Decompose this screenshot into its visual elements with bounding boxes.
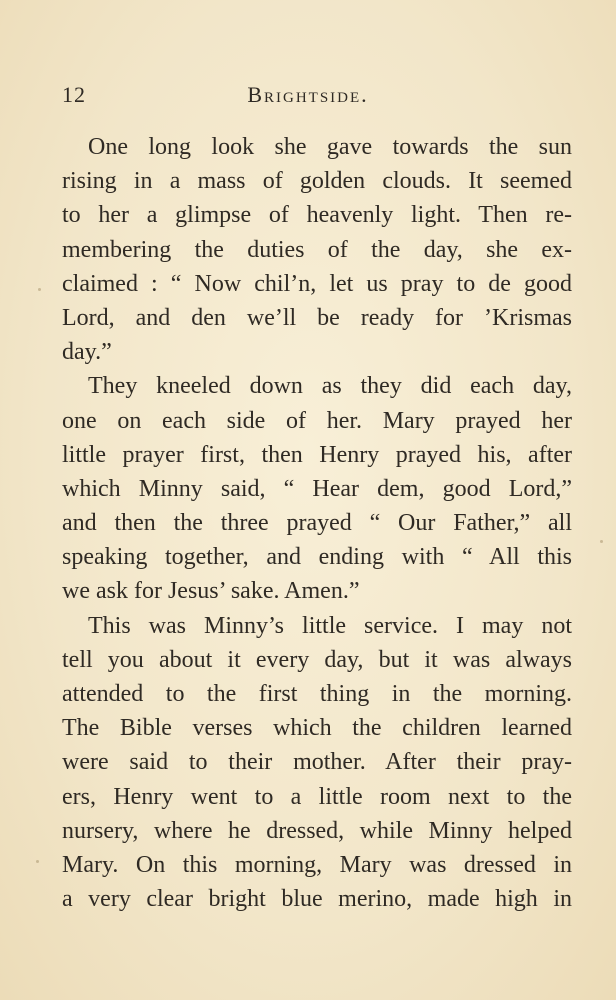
- text-line: speaking together, and ending with “ All this: [62, 544, 572, 571]
- running-title: Brightside.: [247, 82, 369, 107]
- text-line: This was Minny’s little service. I may not: [88, 612, 572, 639]
- text-line: claimed : “ Now chil’n, let us pray to de good: [62, 270, 572, 297]
- page-body-text: [62, 130, 572, 916]
- text-line: The Bible verses which the children learned: [62, 715, 572, 742]
- text-line: a very clear bright blue merino, made high in: [62, 886, 572, 913]
- text-line: They kneeled down as they did each day,: [88, 373, 572, 400]
- text-line: ers, Henry went to a little room next to the: [62, 783, 572, 810]
- text-line: one on each side of her. Mary prayed her: [62, 407, 572, 434]
- text-line: membering the duties of the day, she ex-: [62, 236, 572, 263]
- text-line: to her a glimpse of heavenly light. Then re-: [62, 202, 572, 229]
- text-line: which Minny said, “ Hear dem, good Lord,”: [62, 475, 572, 502]
- text-line: Mary. On this morning, Mary was dressed in: [62, 851, 572, 878]
- page-number: 12: [62, 82, 86, 107]
- text-line: we ask for Jesus’ sake. Amen.”: [62, 578, 360, 605]
- text-line: were said to their mother. After their pray-: [62, 749, 572, 776]
- text-line: attended to the first thing in the morning.: [62, 681, 572, 707]
- text-line: Lord, and den we’ll be ready for ’Krismas: [62, 304, 572, 331]
- text-line: nursery, where he dressed, while Minny helped: [62, 817, 572, 844]
- paper-speck: [38, 288, 41, 291]
- text-line: day.”: [62, 339, 112, 366]
- text-line: tell you about it every day, but it was always: [62, 646, 572, 673]
- text-line: and then the three prayed “ Our Father,” all: [62, 510, 572, 537]
- paper-speck: [600, 540, 603, 543]
- paper-speck: [36, 860, 39, 863]
- text-line: little prayer first, then Henry prayed his, after: [62, 441, 572, 468]
- text-line: rising in a mass of golden clouds. It seemed: [62, 168, 572, 195]
- text-line: One long look she gave towards the sun: [88, 134, 572, 160]
